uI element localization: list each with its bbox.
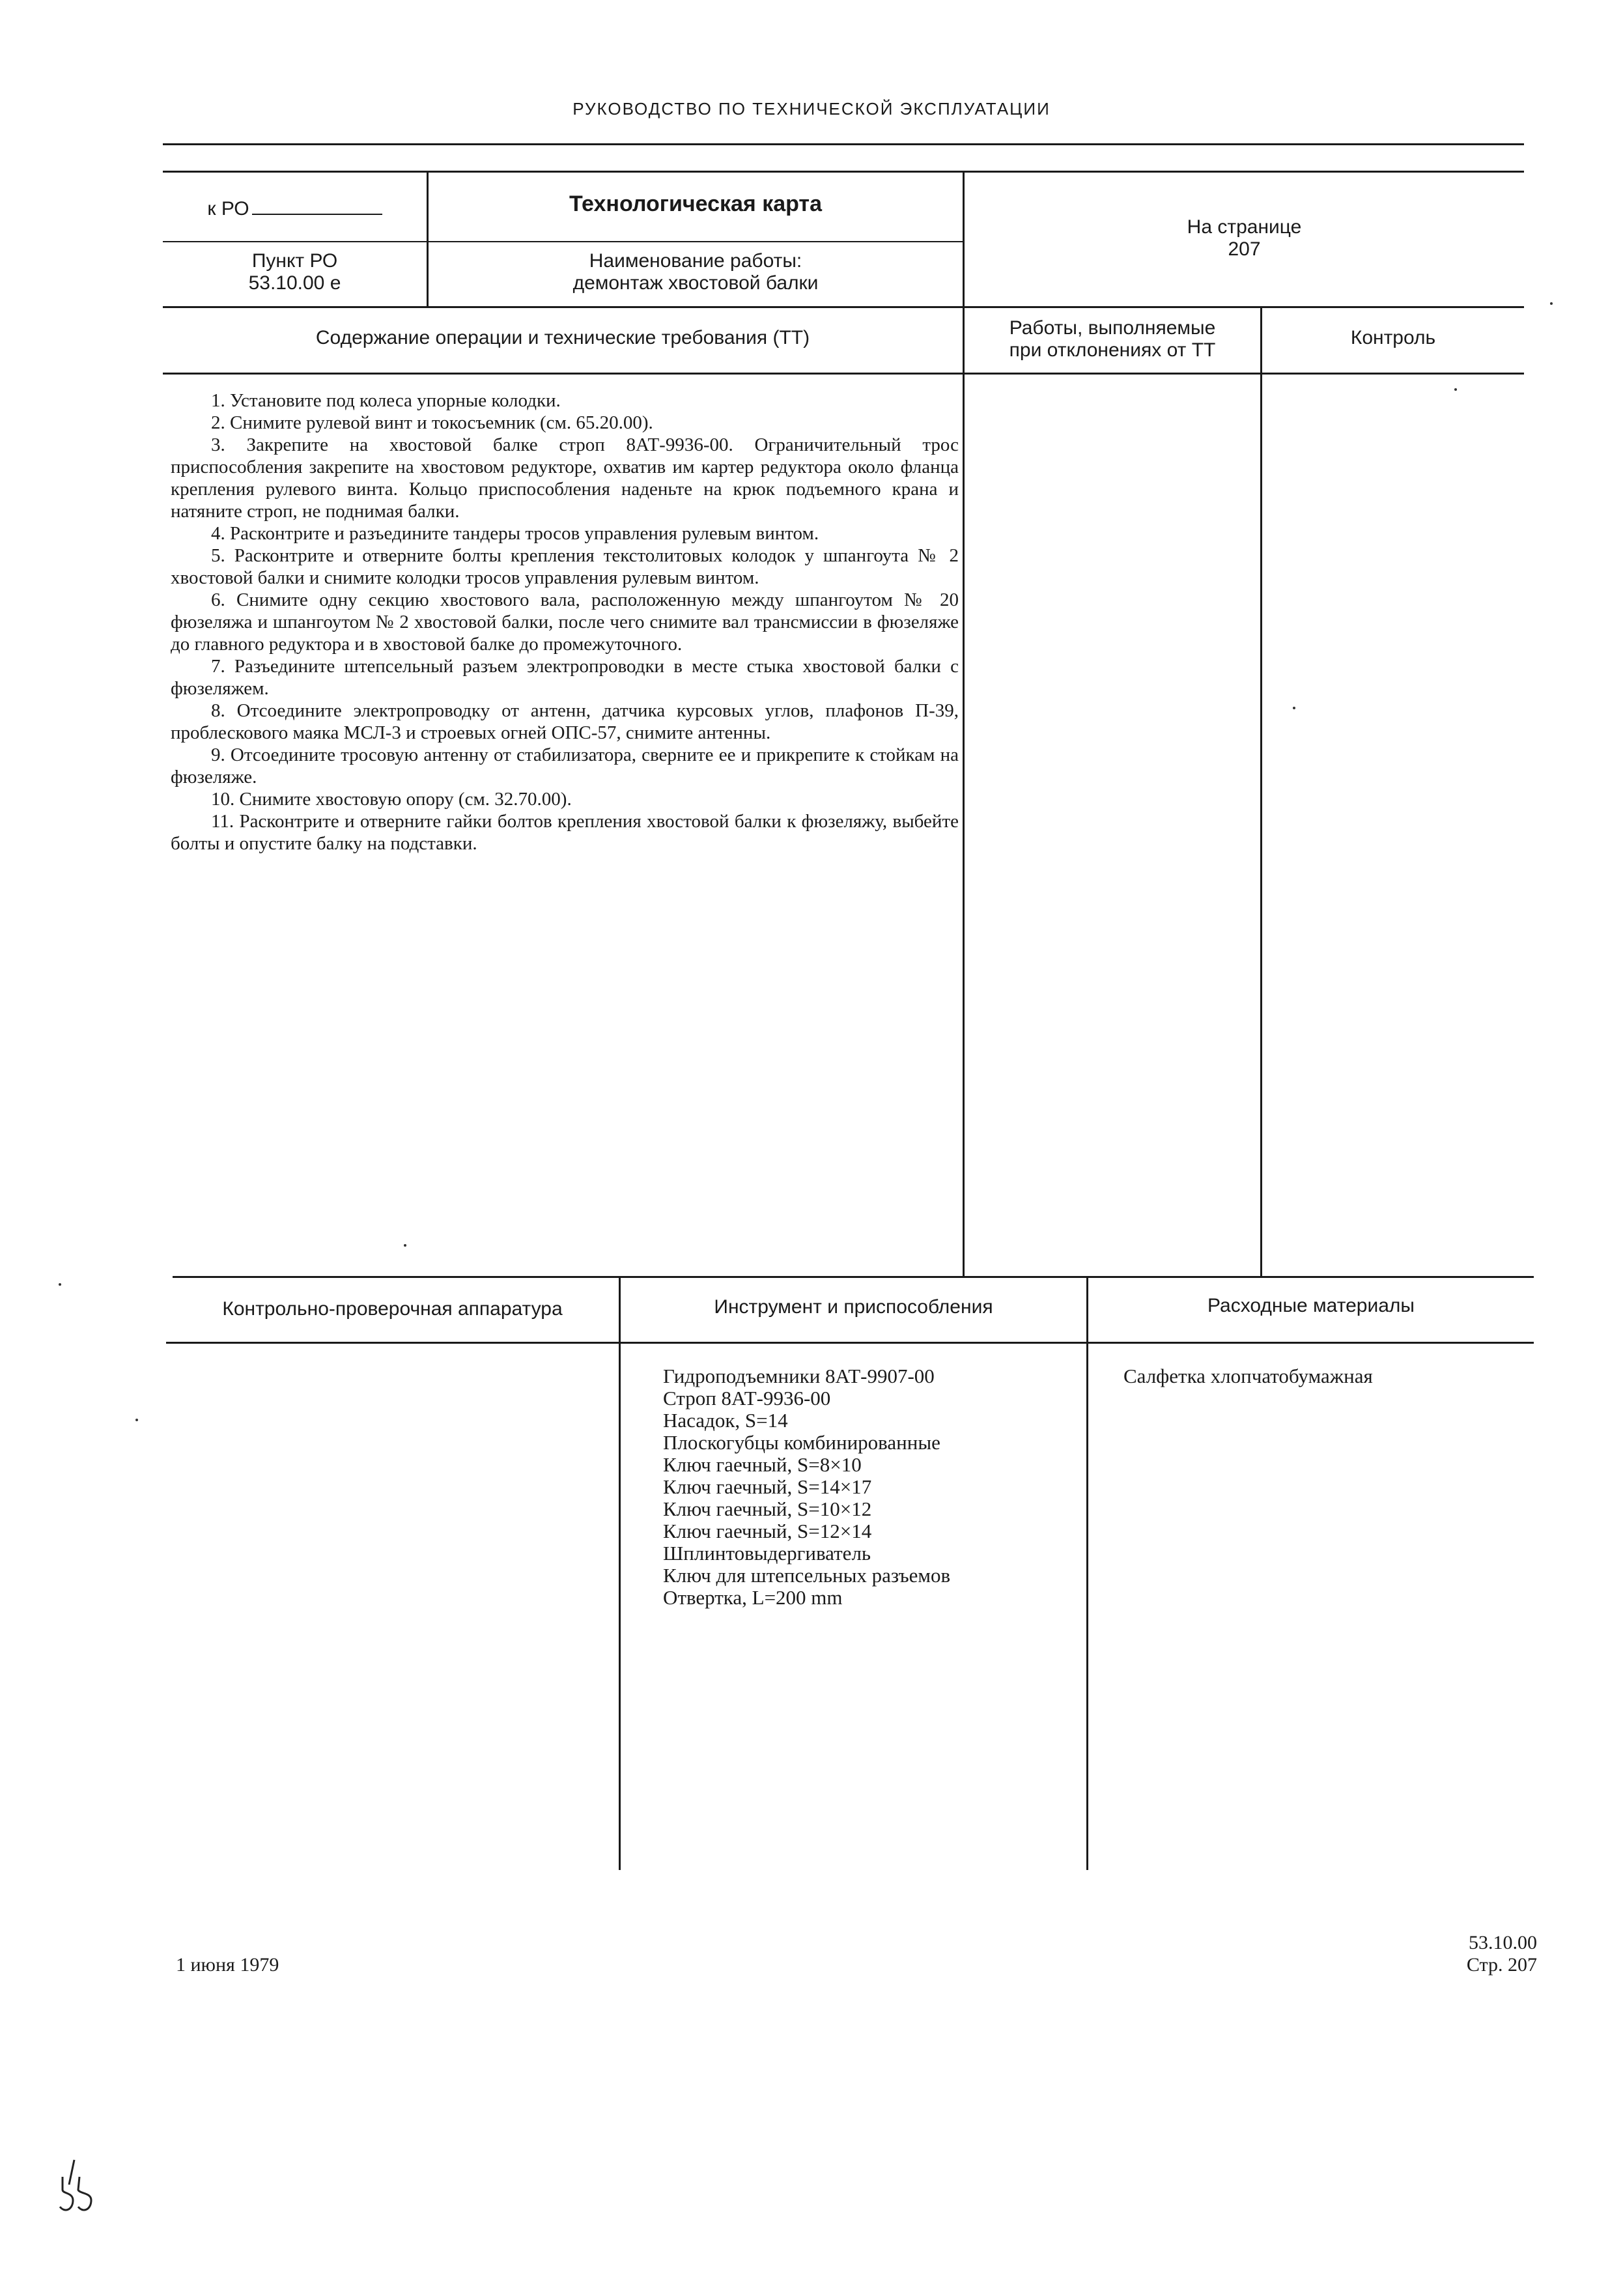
column-control: Контроль bbox=[1350, 327, 1436, 348]
footer-date: 1 июня 1979 bbox=[176, 1954, 279, 1976]
footer-code-value: 53.10.00 bbox=[1469, 1932, 1537, 1953]
punkt-label: Пункт РО bbox=[251, 250, 338, 272]
column-deviations bbox=[965, 317, 1260, 361]
operation-item: 10. Снимите хвостовую опору (см. 32.70.00). bbox=[211, 789, 572, 810]
column-header-bottom bbox=[163, 373, 1524, 375]
control-divider bbox=[1260, 306, 1262, 1278]
bottom-table-top bbox=[173, 1276, 1534, 1278]
operation-item: 5. Расконтрите и отверните болты крепления текстолитовых колодок у шпангоута № 2 хвостовой балки и снимите колодки тросов управления рулевым винтом. bbox=[171, 545, 959, 588]
footer-page: Стр. 207 bbox=[1466, 1954, 1537, 1976]
operation-item: 1. Установите под колеса упорные колодки. bbox=[211, 390, 561, 411]
column-content: Содержание операции и технические требования (ТТ) bbox=[315, 327, 810, 348]
column-header-top bbox=[163, 306, 1524, 308]
materials-header: Расходные материалы bbox=[1207, 1295, 1415, 1316]
scan-speck bbox=[1550, 302, 1553, 305]
page-ref-label: На странице bbox=[1187, 216, 1302, 238]
page-ref-cell bbox=[965, 216, 1524, 261]
k-ro-label: к РО bbox=[207, 198, 249, 220]
equipment-header: Контрольно-проверочная аппаратура bbox=[222, 1298, 563, 1320]
handwritten-margin-note bbox=[53, 2155, 106, 2233]
bottom-header-rule bbox=[166, 1342, 1534, 1344]
punkt-value: 53.10.00 е bbox=[248, 272, 341, 294]
k-ro-blank bbox=[252, 195, 382, 215]
operation-item: 8. Отсоедините электропроводку от антенн, датчика курсовых углов, плафонов П-39, проблескового маяка МСЛ-3 и строевых огней ОПС-57, снимите антенны. bbox=[171, 700, 959, 743]
tool-item: Ключ гаечный, S=8×10 bbox=[663, 1453, 862, 1476]
work-name-cell bbox=[429, 250, 963, 294]
scan-speck bbox=[404, 1244, 406, 1247]
tool-item: Ключ гаечный, S=10×12 bbox=[663, 1497, 872, 1520]
operation-item: 11. Расконтрите и отверните гайки болтов крепления хвостовой балки к фюзеляжу, выбейте болты и опустите балку на подставки. bbox=[171, 811, 959, 854]
operations-list bbox=[171, 390, 959, 855]
scan-speck bbox=[135, 1419, 138, 1421]
tools-header: Инструмент и приспособления bbox=[714, 1296, 993, 1318]
header-table-top bbox=[163, 171, 1524, 173]
k-ro-cell bbox=[163, 195, 427, 220]
header-rule-top bbox=[163, 143, 1524, 145]
work-name-value: демонтаж хвостовой балки bbox=[572, 272, 819, 294]
page-ref-value: 207 bbox=[1228, 238, 1261, 260]
work-name-label: Наименование работы: bbox=[589, 250, 802, 272]
punkt-cell bbox=[163, 250, 427, 294]
running-header: РУКОВОДСТВО ПО ТЕХНИЧЕСКОЙ ЭКСПЛУАТАЦИИ bbox=[572, 99, 1051, 119]
scan-speck bbox=[1293, 707, 1295, 709]
operation-item: 2. Снимите рулевой винт и токосъемник (см. 65.20.00). bbox=[211, 412, 653, 433]
materials-item: Салфетка хлопчатобумажная bbox=[1123, 1365, 1373, 1387]
tool-item: Ключ для штепсельных разъемов bbox=[663, 1564, 951, 1587]
tool-item: Ключ гаечный, S=14×17 bbox=[663, 1475, 872, 1498]
scan-speck bbox=[1454, 388, 1457, 391]
tool-item: Насадок, S=14 bbox=[663, 1409, 788, 1432]
card-title: Технологическая карта bbox=[569, 191, 822, 216]
operation-item: 9. Отсоедините тросовую антенну от стабилизатора, сверните ее и прикрепите к стойкам на фюзеляже. bbox=[171, 744, 959, 787]
operation-item: 6. Снимите одну секцию хвостового вала, расположенную между шпангоутом № 20 фюзеляжа и шпангоутом № 2 хвостовой балки, после чего снимите вал трансмиссии в фюзеляже до главного редуктора и в хвостовой балке до промежуточного. bbox=[171, 589, 959, 655]
handwritten-margin-note-strokes bbox=[53, 2155, 106, 2233]
tool-item: Строп 8АТ-9936-00 bbox=[663, 1387, 831, 1410]
footer-code bbox=[1368, 1932, 1537, 1976]
tool-item: Гидроподъемники 8АТ-9907-00 bbox=[663, 1365, 935, 1387]
tool-item: Ключ гаечный, S=12×14 bbox=[663, 1520, 872, 1542]
tool-item: Отвертка, L=200 mm bbox=[663, 1586, 843, 1609]
operation-item: 7. Разъедините штепсельный разъем электропроводки в месте стыка хвостовой балки с фюзеляжем. bbox=[171, 656, 959, 699]
scan-speck bbox=[59, 1283, 61, 1286]
bottom-divider-1 bbox=[619, 1276, 621, 1870]
tool-item: Шплинтовыдергиватель bbox=[663, 1542, 871, 1565]
column-deviations-line1: Работы, выполняемые bbox=[1009, 317, 1216, 339]
column-deviations-line2: при отклонениях от ТТ bbox=[1009, 339, 1216, 361]
bottom-divider-2 bbox=[1086, 1276, 1088, 1870]
operation-item: 4. Расконтрите и разъедините тандеры тросов управления рулевым винтом. bbox=[211, 523, 819, 544]
operation-item: 3. Закрепите на хвостовой балке строп 8АТ-9936-00. Ограничительный трос приспособления закрепите на хвостовом редукторе, охватив им картер редуктора около фланца крепления рулевого винта. Кольцо приспособления наденьте на крюк подъемного крана и натяните строп, не поднимая балки. bbox=[171, 434, 959, 522]
header-mid-rule bbox=[163, 241, 963, 242]
tool-item: Плоскогубцы комбинированные bbox=[663, 1431, 940, 1454]
tools-list bbox=[663, 1365, 1067, 1609]
